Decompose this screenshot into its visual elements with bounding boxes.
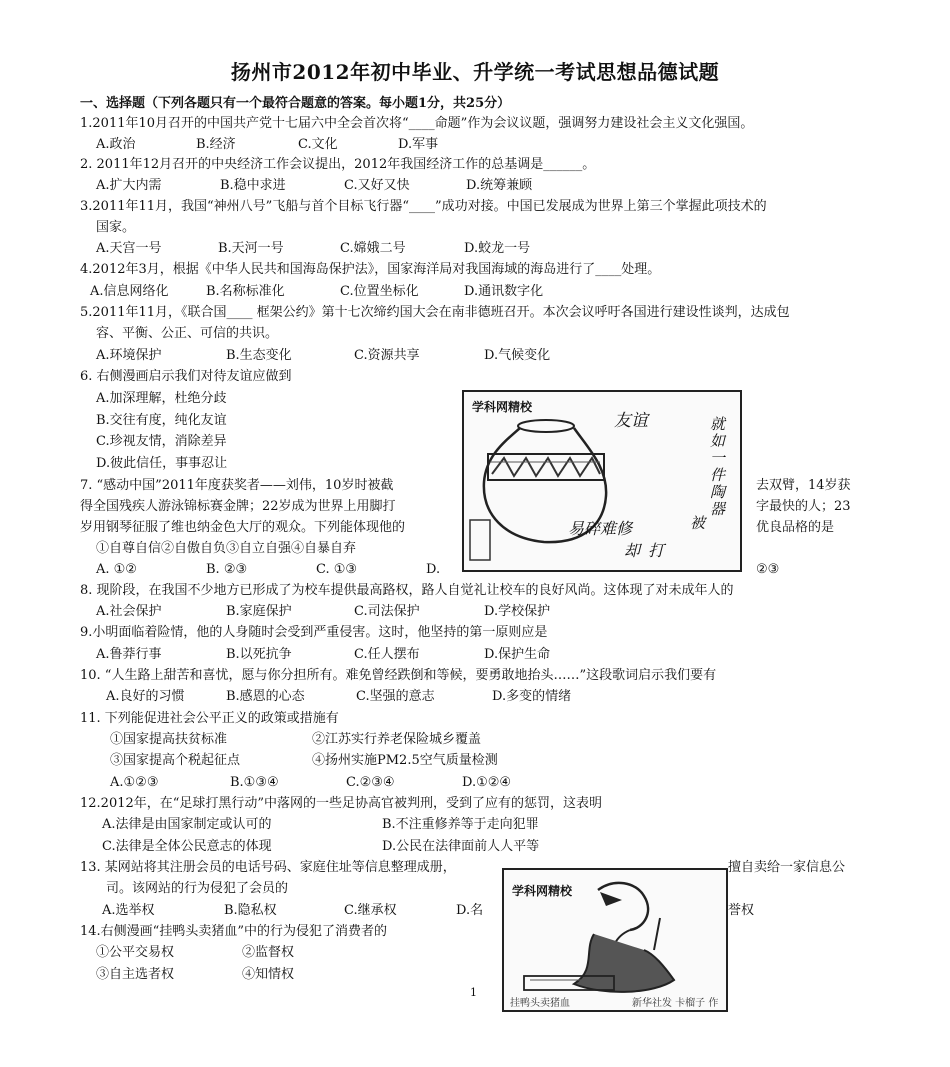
duck-head-vendor-icon (504, 870, 726, 1010)
question-9-stem: 9.小明面临着险情，他的人身随时会受到严重侵害。这时，他坚持的第一原则应是 (80, 625, 548, 640)
q9-option-a: A.鲁莽行事 (96, 647, 162, 662)
q3-option-c: C.嫦娥二号 (340, 241, 406, 256)
question-7-line3-right: 优良品格的是 (756, 520, 835, 535)
q5-option-a: A.环境保护 (96, 348, 162, 363)
question-10-stem: 10. “人生路上甜苦和喜忧，愿与你分担所有。难免曾经跌倒和等候，要勇敢地抬头……”这段歌词启示我们要有 (80, 668, 717, 683)
q2-option-c: C.又好又快 (344, 178, 410, 193)
question-12-stem: 12.2012年，在“足球打黑行动”中落网的一些足协高官被判刑，受到了应有的惩罚，这表明 (80, 796, 603, 811)
q9-option-c: C.任人摆布 (354, 647, 420, 662)
question-7-line1: 7. “感动中国”2011年度获奖者——刘伟，10岁时被截 (80, 478, 394, 493)
q10-option-a: A.良好的习惯 (106, 689, 185, 704)
q6-option-a: A.加深理解，杜绝分歧 (96, 391, 227, 406)
cartoon-text-but: 却 (624, 541, 641, 560)
question-4-stem: 4.2012年3月，根据《中华人民共和国海岛保护法》，国家海洋局对我国海域的海岛进行了____处理。 (80, 262, 661, 277)
q4-option-a: A.信息网络化 (90, 284, 169, 299)
q2-option-d: D.统筹兼顾 (466, 178, 533, 193)
question-1-stem: 1.2011年10月召开的中国共产党十七届六中全会首次将“____命题”作为会议议题，强调努力建设社会主义文化强国。 (80, 116, 754, 131)
q6-option-b: B.交往有度，纯化友谊 (96, 413, 227, 428)
q6-option-d: D.彼此信任，事事忍让 (96, 456, 228, 471)
cartoon-text-by: 被 (690, 514, 706, 532)
question-5-stem: 5.2011年11月，《联合国____ 框架公约》第十七次缔约国大会在南非德班召开。本次会议呼吁各国进行建设性谈判，达成包 (80, 305, 790, 320)
cartoon2-caption-left: 挂鸭头卖猪血 (510, 998, 570, 1009)
question-7-line3: 岁用钢琴征服了维也纳金色大厅的观众。下列能体现他的 (80, 520, 406, 535)
page-title: 扬州市2012年初中毕业、升学统一考试思想品德试题 (230, 60, 720, 84)
q1-option-d: D.军事 (398, 137, 439, 152)
question-7-line2-right: 字最快的人；23 (756, 499, 851, 514)
question-2-stem: 2. 2011年12月召开的中央经济工作会议提出，2012年我国经济工作的总基调是______。 (80, 157, 596, 172)
pottery-jar-icon (464, 392, 740, 570)
q12-option-a: A.法律是由国家制定或认可的 (102, 817, 272, 832)
q3-option-d: D.蛟龙一号 (464, 241, 531, 256)
q2-option-b: B.稳中求进 (220, 178, 286, 193)
q6-option-c: C.珍视友情，消除差异 (96, 434, 227, 449)
q1-option-c: C.文化 (298, 137, 338, 152)
duck-head-cartoon (502, 868, 728, 1012)
q4-option-d: D.通讯数字化 (464, 284, 544, 299)
q8-option-b: B.家庭保护 (226, 604, 292, 619)
q9-option-d: D.保护生命 (484, 647, 551, 662)
page-number: 1 (470, 986, 477, 999)
question-11-stem: 11. 下列能促进社会公平正义的政策或措施有 (80, 711, 339, 726)
cartoon2-watermark-tag: 学科网精校 (512, 884, 573, 898)
section-heading: 一、选择题（下列各题只有一个最符合题意的答案。每小题1分，共25分） (80, 96, 511, 111)
question-7-items: ①自尊自信②自傲自负③自立自强④自暴自弃 (96, 541, 357, 556)
question-13-line1-right: 擅自卖给一家信息公 (728, 860, 846, 875)
q13-option-d: D.名 (456, 903, 484, 918)
q10-option-b: B.感恩的心态 (226, 689, 305, 704)
q11-option-c: C.②③④ (346, 775, 395, 790)
q11-option-b: B.①③④ (230, 775, 279, 790)
q11-item-3: ③国家提高个税起征点 (110, 753, 241, 768)
q7-option-d: D. (426, 562, 441, 577)
q14-item-3: ③自主选者权 (96, 967, 175, 982)
q7-option-b: B. ②③ (206, 562, 248, 577)
question-7-line1-right: 去双臂，14岁获 (756, 478, 851, 493)
q12-option-c: C.法律是全体公民意志的体现 (102, 839, 272, 854)
q5-option-b: B.生态变化 (226, 348, 292, 363)
q8-option-a: A.社会保护 (96, 604, 162, 619)
q14-item-4: ④知情权 (242, 967, 295, 982)
q11-item-2: ②江苏实行养老保险城乡覆盖 (312, 732, 482, 747)
q3-option-a: A.天宫一号 (96, 241, 162, 256)
q5-option-c: C.资源共享 (354, 348, 420, 363)
q13-option-d-cont: 誉权 (728, 903, 755, 918)
q7-option-c: C. ①③ (316, 562, 358, 577)
q2-option-a: A.扩大内需 (96, 178, 162, 193)
q4-option-b: B.名称标准化 (206, 284, 285, 299)
q10-option-d: D.多变的情绪 (492, 689, 572, 704)
cartoon-text-like-pottery: 就如一件陶器 (710, 415, 726, 518)
q8-option-c: C.司法保护 (354, 604, 420, 619)
question-7-line2: 得全国残疾人游泳锦标赛金牌；22岁成为世界上用脚打 (80, 499, 396, 514)
q14-item-2: ②监督权 (242, 945, 295, 960)
q12-option-d: D.公民在法律面前人人平等 (382, 839, 540, 854)
question-5-stem-cont: 容、平衡、公正、可信的共识。 (96, 326, 279, 341)
question-3-stem-cont: 国家。 (96, 220, 136, 235)
q4-option-c: C.位置坐标化 (340, 284, 419, 299)
cartoon-text-hit: 打 (648, 541, 665, 560)
cartoon2-caption-right: 新华社发 卡榴子 作 (632, 998, 719, 1009)
q13-option-a: A.选举权 (102, 903, 155, 918)
q11-item-1: ①国家提高扶贫标准 (110, 732, 228, 747)
q10-option-c: C.坚强的意志 (356, 689, 435, 704)
cartoon-watermark-tag: 学科网精校 (472, 400, 533, 414)
question-6-stem: 6. 右侧漫画启示我们对待友谊应做到 (80, 369, 292, 384)
q9-option-b: B.以死抗争 (226, 647, 292, 662)
q12-option-b: B.不注重修养等于走向犯罪 (382, 817, 539, 832)
q7-option-d-value: ②③ (756, 562, 780, 577)
question-8-stem: 8. 现阶段，在我国不少地方已形成了为校车提供最高路权，路人自觉礼让校车的良好风尚。这体现了对未成年人的 (80, 583, 734, 598)
q11-option-d: D.①②④ (462, 775, 512, 790)
friendship-cartoon (462, 390, 742, 572)
question-13-line1: 13. 某网站将其注册会员的电话号码、家庭住址等信息整理成册， (80, 860, 456, 875)
q1-option-b: B.经济 (196, 137, 236, 152)
q7-option-a: A. ①② (96, 562, 137, 577)
q8-option-d: D.学校保护 (484, 604, 551, 619)
q14-item-1: ①公平交易权 (96, 945, 175, 960)
q13-option-c: C.继承权 (344, 903, 397, 918)
cartoon-text-friendship: 友谊 (614, 411, 648, 431)
q13-option-b: B.隐私权 (224, 903, 277, 918)
question-14-stem: 14.右侧漫画“挂鸭头卖猪血”中的行为侵犯了消费者的 (80, 924, 387, 939)
question-3-stem: 3.2011年11月，我国“神州八号”飞船与首个目标飞行器“____”成功对接。中国已发展成为世界上第三个掌握此项技术的 (80, 199, 767, 214)
question-13-line2: 司。该网站的行为侵犯了会员的 (106, 881, 289, 896)
q1-option-a: A.政治 (96, 137, 136, 152)
q5-option-d: D.气候变化 (484, 348, 551, 363)
q11-option-a: A.①②③ (110, 775, 159, 790)
cartoon-text-fragile: 易碎难修 (568, 519, 633, 538)
q11-item-4: ④扬州实施PM2.5空气质量检测 (312, 753, 498, 768)
q3-option-b: B.天河一号 (218, 241, 284, 256)
